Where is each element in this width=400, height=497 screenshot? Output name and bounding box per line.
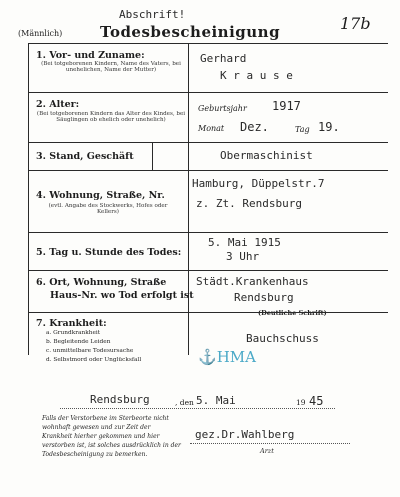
s6-label-line1: 6. Ort, Wohnung, Straße [36,277,167,288]
signature-line [190,443,350,444]
arzt-label: Arzt [260,447,274,455]
s5-hour: 3 Uhr [226,250,260,263]
column-divider [152,142,153,170]
s5-date: 5. Mai 1915 [208,236,281,249]
row-separator [28,270,388,271]
stamp-text: HMA [216,348,256,366]
footer-date: 5. Mai [196,394,236,407]
anchor-icon: ⚓ [198,348,217,366]
s1-last-name: K r a u s e [220,69,293,82]
hma-stamp [198,348,256,366]
s6-label-line2: Haus-Nr. wo Tod erfolgt ist [50,290,194,301]
abschrift-mark: Abschrift! [119,8,186,21]
footer-note: Falls der Verstorbene im Sterbeorte nicht wohnhaft gewesen und zur Zeit der Krankheit hierher gekommen und hier verstorben ist, ist solches ausdrücklich in der Todesbescheinigung zu bemerken. [42,415,181,458]
s2-day: 19. [318,120,340,134]
s2-label: 2. Alter: [36,99,80,110]
s3-occupation: Obermaschinist [220,149,313,162]
s7-cause: Bauchschuss [246,332,319,345]
s7-label: 7. Krankheit: [36,318,107,329]
row-separator [28,170,388,171]
row-separator [28,142,388,143]
s2-birth-label: Geburtsjahr [198,104,247,113]
s4-address-line1: Hamburg, Düppelstr.7 [192,177,325,190]
s5-label: 5. Tag u. Stunde des Todes: [36,247,182,258]
s2-month-label: Monat [198,124,225,133]
gender-note: (Männlich) [18,29,63,38]
s1-note: (Bei totgeborenen Kindern, Name des Vaters, bei unehelichen, Name der Mutter) [41,61,181,74]
s7-item-c: c. unmittelbare Todesursache [46,348,134,354]
footer-year: 45 [309,394,324,408]
s7-item-d: d. Selbstmord oder Unglücksfall [46,357,142,363]
s4-label: 4. Wohnung, Straße, Nr. [36,190,165,201]
s1-label: 1. Vor- und Zuname: [36,50,145,61]
row-separator [28,232,388,233]
date-line [60,408,335,409]
s2-birth-year: 1917 [272,99,301,113]
s6-place-line1: Städt.Krankenhaus [196,275,309,288]
document-title: Todesbescheinigung [100,23,281,41]
s2-day-label: Tag [295,125,310,134]
top-border [28,43,388,44]
s4-address-line2: z. Zt. Rendsburg [196,197,302,210]
s4-note: (evtl. Angabe des Stockwerks, Hofes oder Kellers) [48,203,168,216]
left-border [28,43,29,355]
column-divider [188,43,189,355]
footer-den: , den [175,398,194,407]
doctor-signature: gez.Dr.Wahlberg [195,428,295,441]
s6-place-line2: Rendsburg [234,291,294,304]
reference-number: 17b [340,14,371,33]
s2-note: (Bei totgeborenen Kindern das Alter des Kindes, bei Säuglingen ob ehelich oder unehelich) [36,111,186,124]
row-separator [28,312,388,313]
footer-place: Rendsburg [90,393,150,406]
s7-item-a: a. Grundkrankheit [46,330,101,336]
s7-item-b: b. Begleitende Leiden [46,339,111,345]
s1-first-name: Gerhard [200,52,247,65]
row-separator [28,92,388,93]
footer-year-prefix: 19 [296,398,306,407]
s2-month: Dez. [240,120,269,134]
s3-label: 3. Stand, Geschäft [36,151,134,162]
